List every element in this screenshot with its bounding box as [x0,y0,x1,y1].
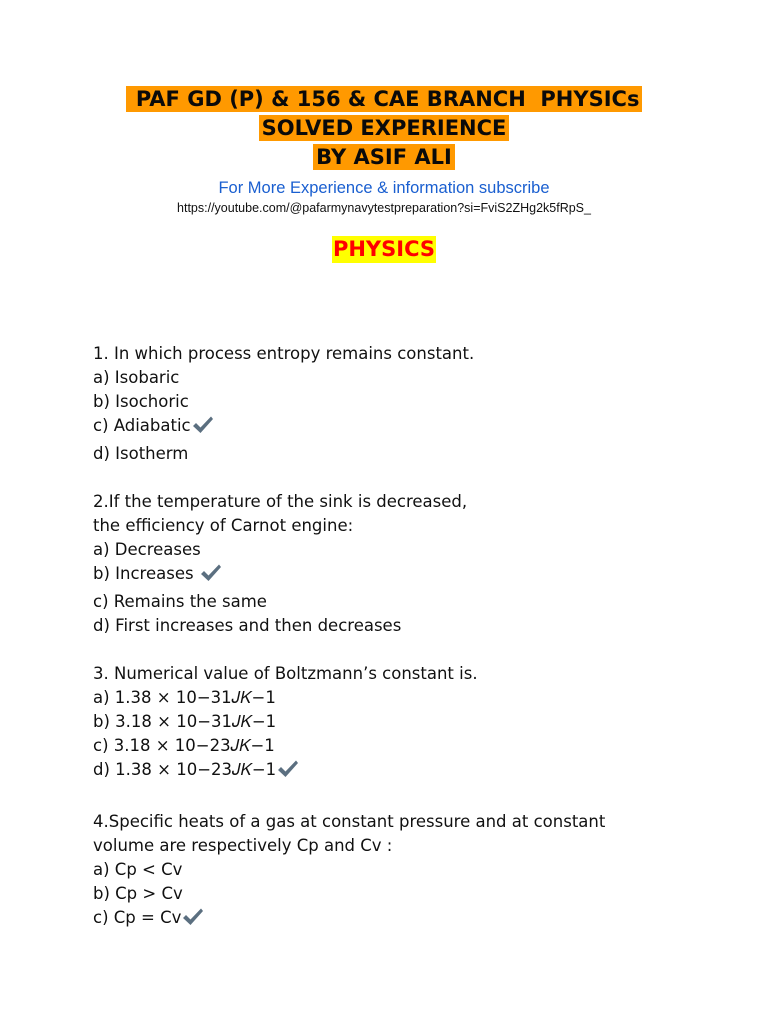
question-text: 4.Specific heats of a gas at constant pressure and at constant [93,812,606,831]
question-text: 2.If the temperature of the sink is decreased, [93,492,468,511]
question-block [93,810,733,934]
answer-option [93,538,733,562]
answer-option [93,390,733,414]
answer-option-text: b) 3.18 × 10−31𝐽𝐾−1 [93,712,277,731]
check-mark-icon [277,759,299,786]
answer-option-text: d) Isotherm [93,444,189,463]
answer-option-text: c) 3.18 × 10−23𝐽𝐾−1 [93,736,275,755]
question-text: 1. In which process entropy remains constant. [93,344,475,363]
answer-option-text: a) Isobaric [93,368,180,387]
answer-option-text: d) First increases and then decreases [93,616,402,635]
answer-option [93,734,733,758]
answer-option [93,882,733,906]
question-block [93,662,733,786]
question-text: 3. Numerical value of Boltzmann’s constant is. [93,664,478,683]
answer-option [93,710,733,734]
answer-option [93,366,733,390]
question-text: the efficiency of Carnot engine: [93,516,354,535]
answer-option-text: a) 1.38 × 10−31𝐽𝐾−1 [93,688,276,707]
answer-option-text: b) Increases [93,564,199,583]
answer-option [93,414,733,442]
answer-option-text: b) Isochoric [93,392,189,411]
youtube-url[interactable]: https://youtube.com/@pafarmynavytestpreparation?si=FviS2ZHg2k5fRpS_ [177,201,591,215]
question-text: volume are respectively Cp and Cv : [93,836,393,855]
answer-option [93,858,733,882]
answer-option-text: a) Cp < Cv [93,860,183,879]
answer-option [93,442,733,466]
answer-option-text: d) 1.38 × 10−23𝐽𝐾−1 [93,760,277,779]
question-list [93,342,733,958]
answer-option-text: b) Cp > Cv [93,884,183,903]
title-line-2: SOLVED EXPERIENCE [259,115,510,141]
check-mark-icon [192,415,214,442]
question-block [93,490,733,638]
section-title: PHYSICS [332,237,436,261]
answer-option-text: c) Adiabatic [93,416,191,435]
question-block [93,342,733,466]
title-line-3: BY ASIF ALI [313,144,455,170]
title-line-1: PAF GD (P) & 156 & CAE BRANCH PHYSICs [126,86,643,112]
answer-option-text: c) Remains the same [93,592,267,611]
document-header [0,86,768,263]
answer-option [93,686,733,710]
subscribe-link[interactable]: For More Experience & information subscribe [218,179,550,197]
check-mark-icon [200,563,222,590]
answer-option-text: a) Decreases [93,540,201,559]
answer-option [93,590,733,614]
answer-option [93,562,733,590]
check-mark-icon [182,907,204,934]
answer-option [93,906,733,934]
answer-option [93,614,733,638]
answer-option-text: c) Cp = Cv [93,908,182,927]
answer-option [93,758,733,786]
